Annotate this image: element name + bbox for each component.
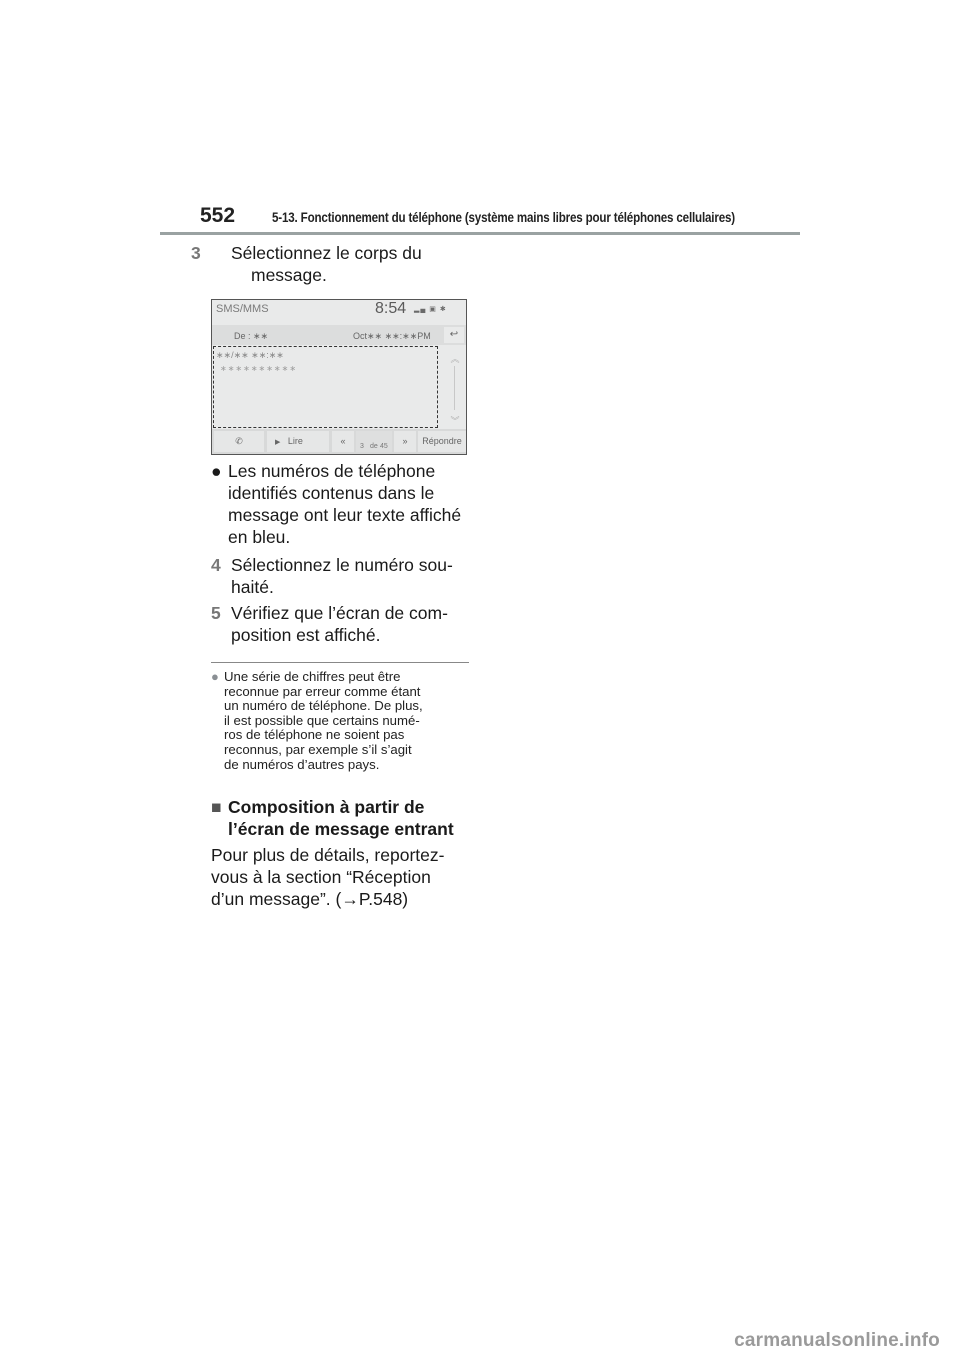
sms-screen-illustration xyxy=(211,299,467,455)
double-chevron-left-icon: « xyxy=(340,436,346,446)
previous-message-button[interactable] xyxy=(332,431,354,452)
phone-icon: ✆ xyxy=(235,436,243,446)
scrollbar[interactable] xyxy=(448,348,462,428)
read-label: Lire xyxy=(287,436,303,446)
message-body-line[interactable]: ∗∗∗∗∗∗∗∗∗∗ xyxy=(220,364,298,373)
chapter-title: 5-13. Fonctionnement du téléphone (système mains libres pour téléphones cellulaires) xyxy=(272,210,735,225)
step-4 xyxy=(211,554,471,598)
read-button[interactable] xyxy=(267,431,329,452)
note: ● Une série de chiffres peut être reconnue par erreur comme étant un numéro de téléphone. De plus, il est possible que certains numé- ros de téléphone ne soient pas reconnus, par exemple s’il s’agit de numéros d’autres pays. xyxy=(211,669,423,772)
call-button[interactable] xyxy=(214,431,264,452)
page-number: 552 xyxy=(200,204,236,227)
step-number: 3 xyxy=(191,243,201,263)
step-text: Sélectionnez le corps du xyxy=(231,243,422,263)
header-rule xyxy=(160,232,800,235)
step-number: 5 xyxy=(211,603,221,623)
step-text: message. xyxy=(251,265,327,285)
page-current: 3 xyxy=(360,443,364,450)
message-body-highlight[interactable] xyxy=(213,346,438,428)
scroll-up-icon[interactable]: ︽ xyxy=(450,354,460,364)
step-text: Vérifiez que l’écran de com- xyxy=(231,603,448,623)
bluetooth-icon: ✱ xyxy=(439,306,447,313)
page-reference-link[interactable]: d’un message”. (→P.548) xyxy=(211,889,409,909)
sender-label: De : ∗∗ xyxy=(234,331,269,341)
bullet-info: ● Les numéros de téléphone identifiés contenus dans le message ont leur texte affiché en bleu. xyxy=(211,461,462,547)
step-text: haité. xyxy=(231,577,274,597)
status-icons xyxy=(414,305,447,313)
watermark: carmanualsonline.info xyxy=(734,1330,940,1351)
step-5 xyxy=(211,602,471,646)
note-bullet-icon: ● xyxy=(211,669,219,684)
screen-clock: 8:54 xyxy=(375,300,407,317)
scroll-down-icon[interactable]: ︾ xyxy=(450,416,460,426)
bullet-dot-icon: ● xyxy=(211,461,222,481)
reference-paragraph: Pour plus de détails, reportez- vous à la section “Réception d’un message”. (→P.548) xyxy=(211,844,473,910)
note-divider xyxy=(211,662,469,663)
scroll-track[interactable] xyxy=(454,366,455,410)
page-of: de xyxy=(370,443,378,450)
play-icon: ▶ xyxy=(275,439,281,446)
screen-title: SMS/MMS xyxy=(216,303,269,315)
back-icon[interactable]: ↩ xyxy=(444,327,464,343)
lock-icon: ▣ xyxy=(429,306,437,313)
message-body-line[interactable]: ∗∗/∗∗ ∗∗:∗∗ xyxy=(216,350,284,360)
signal-icon: ▂▄ xyxy=(414,306,427,313)
page-total: 45 xyxy=(380,443,388,450)
step-3 xyxy=(191,242,491,286)
reply-button[interactable]: Répondre xyxy=(418,431,466,452)
step-number: 4 xyxy=(211,555,221,575)
double-chevron-right-icon: » xyxy=(402,436,408,446)
footer-bar xyxy=(212,429,467,455)
square-bullet-icon: ■ xyxy=(211,797,222,817)
next-message-button[interactable] xyxy=(394,431,416,452)
message-date: Oct∗∗ ∗∗:∗∗PM xyxy=(353,331,431,341)
page-indicator xyxy=(356,431,392,452)
section-heading: ■ Composition à partir de l’écran de message entrant xyxy=(211,797,454,839)
step-text: position est affiché. xyxy=(231,625,381,645)
step-text: Sélectionnez le numéro sou- xyxy=(231,555,453,575)
